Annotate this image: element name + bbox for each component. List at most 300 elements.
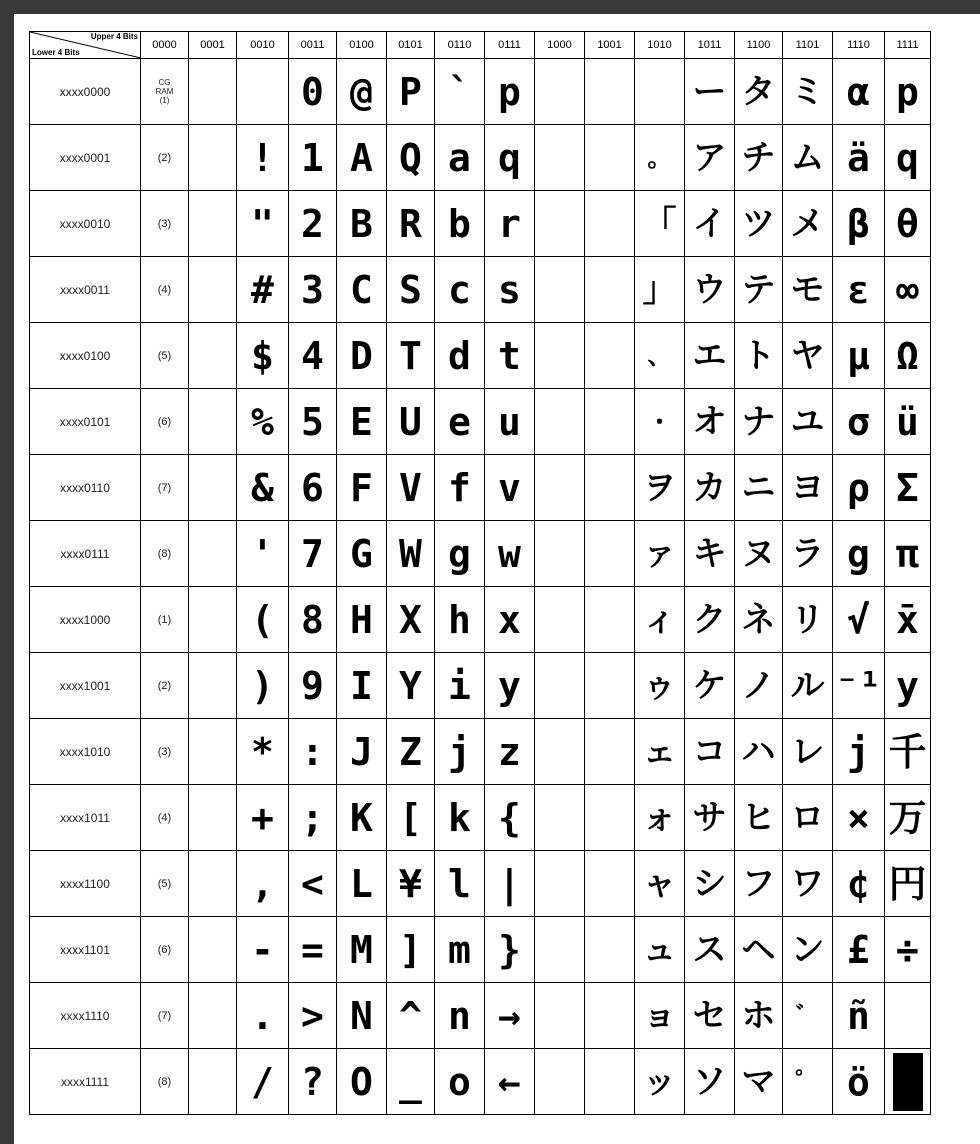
char-cell xyxy=(189,587,237,653)
cgram-cell: (6) xyxy=(141,389,189,455)
cgram-cell: (8) xyxy=(141,521,189,587)
char-cell xyxy=(585,983,635,1049)
char-cell: g xyxy=(435,521,485,587)
char-cell: K xyxy=(337,785,387,851)
char-cell: r xyxy=(485,191,535,257)
char-cell xyxy=(535,917,585,983)
char-cell: > xyxy=(289,983,337,1049)
char-cell: M xyxy=(337,917,387,983)
cgram-cell: (3) xyxy=(141,191,189,257)
char-cell: ケ xyxy=(685,653,735,719)
char-cell xyxy=(189,323,237,389)
char-cell xyxy=(237,59,289,125)
cgram-cell: (5) xyxy=(141,323,189,389)
char-cell: ` xyxy=(435,59,485,125)
row-label: xxxx0010 xyxy=(30,191,141,257)
character-table-sheet xyxy=(14,14,980,1144)
column-header-4: 0100 xyxy=(337,32,387,59)
cgram-cell: (7) xyxy=(141,983,189,1049)
row-label: xxxx0101 xyxy=(30,389,141,455)
table-row xyxy=(30,521,931,587)
row-label: xxxx1101 xyxy=(30,917,141,983)
char-cell xyxy=(189,521,237,587)
cgram-cell: (2) xyxy=(141,653,189,719)
char-cell: 6 xyxy=(289,455,337,521)
table-row xyxy=(30,587,931,653)
column-header-2: 0010 xyxy=(237,32,289,59)
char-cell: 円 xyxy=(885,851,931,917)
char-cell xyxy=(535,653,585,719)
cgram-label-line3: (1) xyxy=(159,96,170,105)
char-cell xyxy=(585,257,635,323)
char-cell: J xyxy=(337,719,387,785)
char-cell: ロ xyxy=(783,785,833,851)
row-label: xxxx0110 xyxy=(30,455,141,521)
char-cell: G xyxy=(337,521,387,587)
char-cell: : xyxy=(289,719,337,785)
char-cell: X xyxy=(387,587,435,653)
char-cell xyxy=(535,59,585,125)
char-cell: ン xyxy=(783,917,833,983)
char-cell: " xyxy=(237,191,289,257)
char-cell: % xyxy=(237,389,289,455)
table-row xyxy=(30,389,931,455)
column-header-0: 0000 xyxy=(141,32,189,59)
corner-header xyxy=(30,32,141,59)
char-cell: 2 xyxy=(289,191,337,257)
table-row xyxy=(30,125,931,191)
char-cell xyxy=(189,917,237,983)
char-cell: ' xyxy=(237,521,289,587)
char-cell: ノ xyxy=(735,653,783,719)
table-row xyxy=(30,191,931,257)
char-cell: ツ xyxy=(735,191,783,257)
row-label: xxxx0000 xyxy=(30,59,141,125)
char-cell: μ xyxy=(833,323,885,389)
char-cell: < xyxy=(289,851,337,917)
character-code-table xyxy=(29,31,931,1115)
char-cell: F xyxy=(337,455,387,521)
char-cell: b xyxy=(435,191,485,257)
char-cell: H xyxy=(337,587,387,653)
char-cell: d xyxy=(435,323,485,389)
char-cell: T xyxy=(387,323,435,389)
char-cell xyxy=(189,983,237,1049)
char-cell: サ xyxy=(685,785,735,851)
char-cell: ヌ xyxy=(735,521,783,587)
char-cell: o xyxy=(435,1049,485,1115)
char-cell: t xyxy=(485,323,535,389)
table-row xyxy=(30,455,931,521)
lower-bits-label: Lower 4 Bits xyxy=(32,48,80,57)
table-row xyxy=(30,323,931,389)
table-row xyxy=(30,59,931,125)
column-header-12: 1100 xyxy=(735,32,783,59)
char-cell: q xyxy=(885,125,931,191)
char-cell: N xyxy=(337,983,387,1049)
cgram-cell: (4) xyxy=(141,257,189,323)
char-cell: チ xyxy=(735,125,783,191)
char-cell xyxy=(535,389,585,455)
char-cell: π xyxy=(885,521,931,587)
char-cell xyxy=(885,1049,931,1115)
char-cell: ! xyxy=(237,125,289,191)
char-cell: C xyxy=(337,257,387,323)
char-cell: h xyxy=(435,587,485,653)
cgram-cell: (6) xyxy=(141,917,189,983)
char-cell xyxy=(585,653,635,719)
char-cell: g xyxy=(833,521,885,587)
char-cell xyxy=(585,851,635,917)
char-cell: Z xyxy=(387,719,435,785)
table-row xyxy=(30,983,931,1049)
column-header-3: 0011 xyxy=(289,32,337,59)
char-cell: A xyxy=(337,125,387,191)
char-cell: x xyxy=(485,587,535,653)
char-cell xyxy=(189,257,237,323)
char-cell xyxy=(535,257,585,323)
column-header-13: 1101 xyxy=(783,32,833,59)
char-cell: { xyxy=(485,785,535,851)
char-cell: ゜ xyxy=(783,1049,833,1115)
row-label: xxxx0001 xyxy=(30,125,141,191)
char-cell: c xyxy=(435,257,485,323)
table-row xyxy=(30,785,931,851)
row-label: xxxx1001 xyxy=(30,653,141,719)
char-cell: & xyxy=(237,455,289,521)
char-cell: θ xyxy=(885,191,931,257)
char-cell: 。 xyxy=(635,125,685,191)
column-header-10: 1010 xyxy=(635,32,685,59)
char-cell: ヨ xyxy=(783,455,833,521)
char-cell xyxy=(189,125,237,191)
char-cell: β xyxy=(833,191,885,257)
char-cell: ] xyxy=(387,917,435,983)
column-header-1: 0001 xyxy=(189,32,237,59)
char-cell: y xyxy=(885,653,931,719)
char-cell xyxy=(585,125,635,191)
char-cell xyxy=(585,1049,635,1115)
cgram-cell: (4) xyxy=(141,785,189,851)
cgram-cell: (7) xyxy=(141,455,189,521)
table-row xyxy=(30,719,931,785)
char-cell: ü xyxy=(885,389,931,455)
table-row xyxy=(30,653,931,719)
char-cell: オ xyxy=(685,389,735,455)
table-row xyxy=(30,1049,931,1115)
char-cell: ? xyxy=(289,1049,337,1115)
char-cell: レ xyxy=(783,719,833,785)
char-cell xyxy=(585,719,635,785)
char-cell: ネ xyxy=(735,587,783,653)
char-cell: 、 xyxy=(635,323,685,389)
char-cell: p xyxy=(885,59,931,125)
char-cell: ア xyxy=(685,125,735,191)
cgram-cell: (2) xyxy=(141,125,189,191)
char-cell: ミ xyxy=(783,59,833,125)
char-cell: → xyxy=(485,983,535,1049)
char-cell: セ xyxy=(685,983,735,1049)
row-label: xxxx1011 xyxy=(30,785,141,851)
char-cell: W xyxy=(387,521,435,587)
char-cell xyxy=(189,653,237,719)
char-cell: k xyxy=(435,785,485,851)
row-label: xxxx1010 xyxy=(30,719,141,785)
char-cell: モ xyxy=(783,257,833,323)
char-cell: σ xyxy=(833,389,885,455)
char-cell: V xyxy=(387,455,435,521)
char-cell: ラ xyxy=(783,521,833,587)
char-cell xyxy=(189,785,237,851)
char-cell: ォ xyxy=(635,785,685,851)
char-cell xyxy=(189,389,237,455)
char-cell xyxy=(535,191,585,257)
column-header-6: 0110 xyxy=(435,32,485,59)
char-cell: ÷ xyxy=(885,917,931,983)
cgram-cell xyxy=(141,59,189,125)
char-cell: × xyxy=(833,785,885,851)
char-cell: R xyxy=(387,191,435,257)
column-header-14: 1110 xyxy=(833,32,885,59)
row-label: xxxx0100 xyxy=(30,323,141,389)
char-cell: + xyxy=(237,785,289,851)
char-cell xyxy=(585,785,635,851)
table-body xyxy=(30,59,931,1115)
char-cell: 万 xyxy=(885,785,931,851)
row-label: xxxx1000 xyxy=(30,587,141,653)
char-cell: , xyxy=(237,851,289,917)
char-cell xyxy=(189,59,237,125)
char-cell: j xyxy=(833,719,885,785)
char-cell: } xyxy=(485,917,535,983)
char-cell: u xyxy=(485,389,535,455)
char-cell xyxy=(585,917,635,983)
char-cell: - xyxy=(237,917,289,983)
table-row xyxy=(30,851,931,917)
char-cell: ^ xyxy=(387,983,435,1049)
char-cell: [ xyxy=(387,785,435,851)
char-cell: O xyxy=(337,1049,387,1115)
char-cell: ゥ xyxy=(635,653,685,719)
char-cell xyxy=(585,59,635,125)
char-cell xyxy=(585,587,635,653)
char-cell: ョ xyxy=(635,983,685,1049)
row-label: xxxx1111 xyxy=(30,1049,141,1115)
char-cell: w xyxy=(485,521,535,587)
char-cell xyxy=(535,125,585,191)
char-cell: ム xyxy=(783,125,833,191)
row-label: xxxx1100 xyxy=(30,851,141,917)
char-cell: * xyxy=(237,719,289,785)
table-row xyxy=(30,917,931,983)
cgram-cell: (8) xyxy=(141,1049,189,1115)
char-cell: n xyxy=(435,983,485,1049)
char-cell: $ xyxy=(237,323,289,389)
char-cell: x̄ xyxy=(885,587,931,653)
char-cell xyxy=(189,1049,237,1115)
char-cell: √ xyxy=(833,587,885,653)
char-cell xyxy=(535,851,585,917)
cgram-cell: (5) xyxy=(141,851,189,917)
char-cell: ニ xyxy=(735,455,783,521)
char-cell: テ xyxy=(735,257,783,323)
char-cell: ワ xyxy=(783,851,833,917)
char-cell: シ xyxy=(685,851,735,917)
char-cell: メ xyxy=(783,191,833,257)
row-label: xxxx0111 xyxy=(30,521,141,587)
char-cell: イ xyxy=(685,191,735,257)
char-cell: z xyxy=(485,719,535,785)
char-cell xyxy=(535,1049,585,1115)
cgram-cell: (3) xyxy=(141,719,189,785)
char-cell: ソ xyxy=(685,1049,735,1115)
char-cell xyxy=(535,983,585,1049)
char-cell: ⁻¹ xyxy=(833,653,885,719)
char-cell: 7 xyxy=(289,521,337,587)
char-cell: 8 xyxy=(289,587,337,653)
char-cell: ヘ xyxy=(735,917,783,983)
char-cell: ル xyxy=(783,653,833,719)
row-label: xxxx0011 xyxy=(30,257,141,323)
char-cell: Y xyxy=(387,653,435,719)
char-cell: マ xyxy=(735,1049,783,1115)
char-cell: 0 xyxy=(289,59,337,125)
char-cell: e xyxy=(435,389,485,455)
char-cell: f xyxy=(435,455,485,521)
char-cell xyxy=(585,521,635,587)
char-cell: B xyxy=(337,191,387,257)
char-cell xyxy=(535,719,585,785)
char-cell: ä xyxy=(833,125,885,191)
cgram-label-line1: CG xyxy=(158,78,171,87)
char-cell: ハ xyxy=(735,719,783,785)
char-cell: ∞ xyxy=(885,257,931,323)
char-cell: ( xyxy=(237,587,289,653)
char-cell: D xyxy=(337,323,387,389)
char-cell: v xyxy=(485,455,535,521)
char-cell: a xyxy=(435,125,485,191)
char-cell: s xyxy=(485,257,535,323)
char-cell: ヲ xyxy=(635,455,685,521)
char-cell: l xyxy=(435,851,485,917)
char-cell: ェ xyxy=(635,719,685,785)
char-cell: ァ xyxy=(635,521,685,587)
char-cell: フ xyxy=(735,851,783,917)
char-cell: エ xyxy=(685,323,735,389)
char-cell: ー xyxy=(685,59,735,125)
char-cell: ク xyxy=(685,587,735,653)
char-cell: U xyxy=(387,389,435,455)
char-cell: ホ xyxy=(735,983,783,1049)
char-cell xyxy=(635,59,685,125)
column-header-8: 1000 xyxy=(535,32,585,59)
char-cell: j xyxy=(435,719,485,785)
char-cell: 千 xyxy=(885,719,931,785)
char-cell xyxy=(585,323,635,389)
char-cell xyxy=(585,191,635,257)
char-cell: Σ xyxy=(885,455,931,521)
char-cell: ρ xyxy=(833,455,885,521)
char-cell: | xyxy=(485,851,535,917)
char-cell xyxy=(189,455,237,521)
char-cell: ¢ xyxy=(833,851,885,917)
char-cell: ヒ xyxy=(735,785,783,851)
char-cell xyxy=(189,851,237,917)
char-cell: 」 xyxy=(635,257,685,323)
char-cell: m xyxy=(435,917,485,983)
upper-bits-label: Upper 4 Bits xyxy=(90,32,138,41)
column-header-7: 0111 xyxy=(485,32,535,59)
char-cell: ) xyxy=(237,653,289,719)
char-cell: ← xyxy=(485,1049,535,1115)
char-cell: P xyxy=(387,59,435,125)
char-cell: ö xyxy=(833,1049,885,1115)
char-cell: ヤ xyxy=(783,323,833,389)
char-cell: ñ xyxy=(833,983,885,1049)
char-cell: . xyxy=(237,983,289,1049)
header-row xyxy=(30,32,931,59)
char-cell xyxy=(535,587,585,653)
char-cell: @ xyxy=(337,59,387,125)
char-cell: 4 xyxy=(289,323,337,389)
char-cell: 9 xyxy=(289,653,337,719)
char-cell: E xyxy=(337,389,387,455)
column-header-11: 1011 xyxy=(685,32,735,59)
char-cell: q xyxy=(485,125,535,191)
char-cell: / xyxy=(237,1049,289,1115)
char-cell: ャ xyxy=(635,851,685,917)
char-cell: タ xyxy=(735,59,783,125)
char-cell: ィ xyxy=(635,587,685,653)
char-cell xyxy=(535,785,585,851)
char-cell: L xyxy=(337,851,387,917)
char-cell: 3 xyxy=(289,257,337,323)
char-cell: キ xyxy=(685,521,735,587)
table-row xyxy=(30,257,931,323)
cgram-label xyxy=(141,78,188,105)
char-cell: ス xyxy=(685,917,735,983)
char-cell: £ xyxy=(833,917,885,983)
char-cell: ユ xyxy=(783,389,833,455)
char-cell: ・ xyxy=(635,389,685,455)
char-cell: ; xyxy=(289,785,337,851)
char-cell xyxy=(535,455,585,521)
char-cell xyxy=(585,455,635,521)
char-cell: ュ xyxy=(635,917,685,983)
char-cell: ウ xyxy=(685,257,735,323)
char-cell: ッ xyxy=(635,1049,685,1115)
char-cell: # xyxy=(237,257,289,323)
char-cell xyxy=(585,389,635,455)
full-block-glyph xyxy=(893,1053,923,1111)
char-cell xyxy=(535,521,585,587)
char-cell: ¥ xyxy=(387,851,435,917)
char-cell: y xyxy=(485,653,535,719)
char-cell: p xyxy=(485,59,535,125)
char-cell: α xyxy=(833,59,885,125)
cgram-cell: (1) xyxy=(141,587,189,653)
char-cell: ナ xyxy=(735,389,783,455)
char-cell: i xyxy=(435,653,485,719)
char-cell: 「 xyxy=(635,191,685,257)
char-cell: カ xyxy=(685,455,735,521)
column-header-15: 1111 xyxy=(885,32,931,59)
char-cell xyxy=(885,983,931,1049)
char-cell: = xyxy=(289,917,337,983)
char-cell: ゛ xyxy=(783,983,833,1049)
column-header-9: 1001 xyxy=(585,32,635,59)
cgram-label-line2: RAM xyxy=(155,87,174,96)
